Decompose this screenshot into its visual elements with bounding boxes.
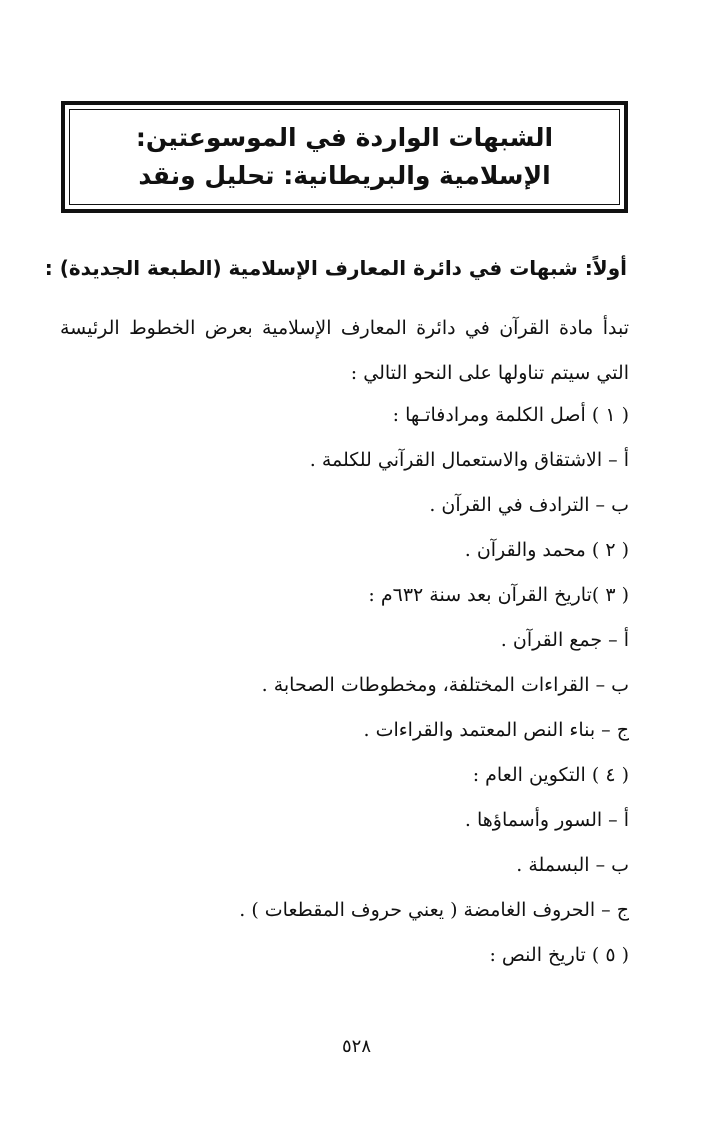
outline-item-12: ج – الحروف الغامضة ( يعني حروف المقطعات ) . (239, 899, 629, 921)
outline-item-6: أ – جمع القرآن . (500, 629, 629, 651)
outline-item-8: ج – بناء النص المعتمد والقراءات . (363, 719, 629, 741)
title-line-1: الشبهات الواردة في الموسوعتين: (135, 123, 554, 152)
page-number: ٥٢٨ (341, 1036, 371, 1057)
section-heading: أولاً: شبهات في دائرة المعارف الإسلامية (الطبعة الجديدة) : (44, 256, 627, 280)
intro-paragraph: تبدأ مادة القرآن في دائرة المعارف الإسلامية بعرض الخطوط الرئيسة التي سيتم تناولها على النحو التالي : (60, 317, 629, 384)
outline-item-1: ( ١ ) أصل الكلمة ومرادفاتـها : (392, 404, 629, 426)
outline-item-11: ب – البسملة . (516, 854, 629, 876)
title-line-2: الإسلامية والبريطانية: تحليل ونقد (138, 161, 551, 190)
outline-item-9: ( ٤ ) التكوين العام : (472, 764, 629, 786)
outline-item-5: ( ٣ )تاريخ القرآن بعد سنة ٦٣٢م : (368, 584, 629, 606)
outline-item-10: أ – السور وأسماؤها . (464, 809, 629, 831)
title-frame (61, 101, 628, 213)
outline-item-4: ( ٢ ) محمد والقرآن . (464, 539, 629, 561)
title-inner-frame (69, 109, 620, 205)
outline-item-13: ( ٥ ) تاريخ النص : (489, 944, 629, 966)
outline-item-7: ب – القراءات المختلفة، ومخطوطات الصحابة . (261, 674, 629, 696)
outline-item-2: أ – الاشتقاق والاستعمال القرآني للكلمة . (309, 449, 629, 471)
outline-item-3: ب – الترادف في القرآن . (429, 494, 629, 516)
